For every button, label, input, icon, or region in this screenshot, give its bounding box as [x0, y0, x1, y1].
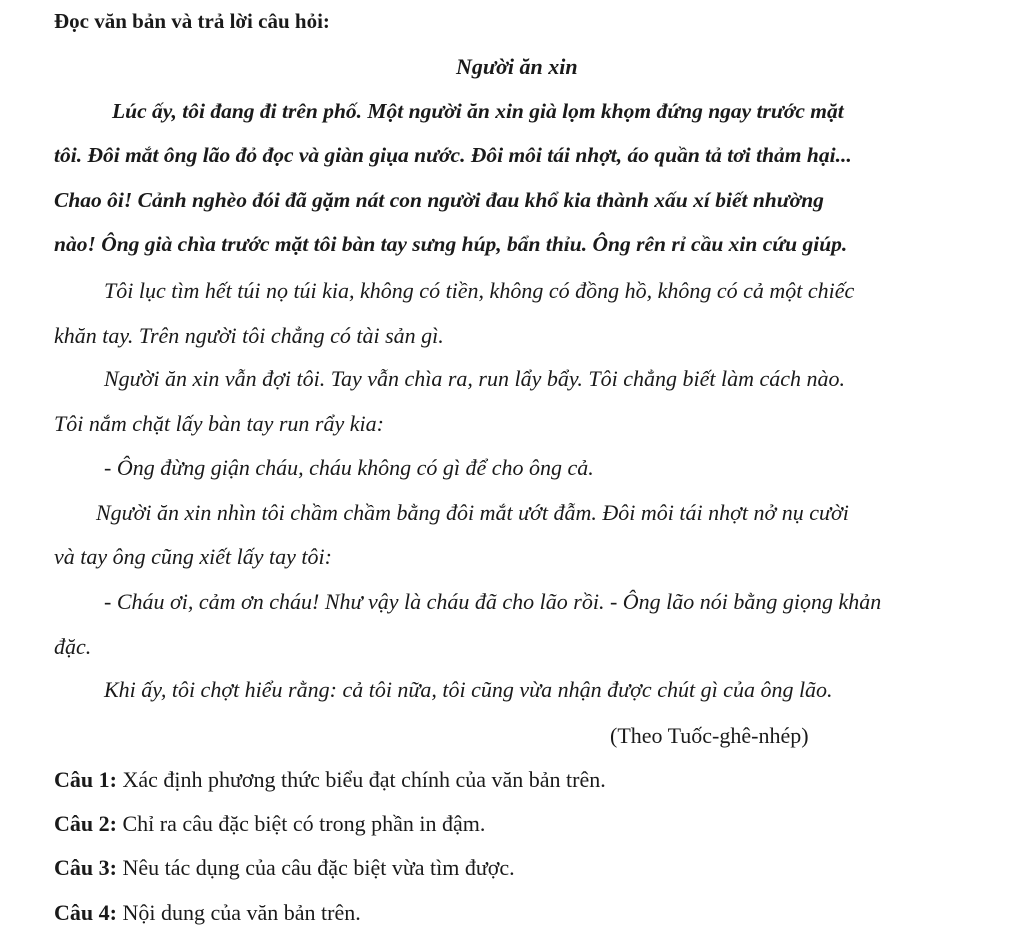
question-item: [54, 809, 485, 839]
body-line: đặc.: [54, 634, 92, 659]
question-label: Câu 1:: [54, 767, 117, 792]
bold-line: Chao ôi! Cảnh nghèo đói đã gặm nát con người đau khổ kia thành xấu xí biết nhường: [54, 188, 824, 212]
source-citation: (Theo Tuốc-ghê-nhép): [610, 723, 809, 748]
body-line: Khi ấy, tôi chợt hiểu rằng: cả tôi nữa, tôi cũng vừa nhận được chút gì của ông lão.: [104, 677, 833, 702]
question-label: Câu 2:: [54, 811, 117, 836]
body-line: Người ăn xin vẫn đợi tôi. Tay vẫn chìa ra, run lẩy bẩy. Tôi chẳng biết làm cách nào.: [104, 366, 846, 391]
question-item: [54, 765, 606, 795]
question-label: Câu 4:: [54, 900, 117, 925]
dialogue-line: - Cháu ơi, cảm ơn cháu! Như vậy là cháu đã cho lão rồi. - Ông lão nói bằng giọng khản: [104, 589, 882, 614]
passage-title: Người ăn xin: [456, 54, 578, 79]
bold-line: tôi. Đôi mắt ông lão đỏ đọc và giàn giụa nước. Đôi môi tái nhợt, áo quần tả tơi thảm hại...: [54, 143, 852, 167]
question-text: Nêu tác dụng của câu đặc biệt vừa tìm được.: [116, 855, 515, 880]
body-line: Tôi lục tìm hết túi nọ túi kia, không có tiền, không có đồng hồ, không có cả một chiếc: [104, 278, 855, 303]
bold-line: nào! Ông già chìa trước mặt tôi bàn tay sưng húp, bẩn thỉu. Ông rên rỉ cầu xin cứu giúp.: [54, 232, 848, 256]
question-label: Câu 3:: [54, 855, 117, 880]
bold-line: Lúc ấy, tôi đang đi trên phố. Một người ăn xin già lọm khọm đứng ngay trước mặt: [112, 99, 844, 123]
dialogue-line: - Ông đừng giận cháu, cháu không có gì để cho ông cả.: [104, 455, 594, 480]
question-item: [54, 853, 515, 883]
question-text: Chỉ ra câu đặc biệt có trong phần in đậm.: [116, 811, 486, 836]
question-text: Nội dung của văn bản trên.: [116, 900, 361, 925]
question-text: Xác định phương thức biểu đạt chính của văn bản trên.: [116, 767, 606, 792]
instruction-heading: Đọc văn bản và trả lời câu hỏi:: [54, 9, 330, 33]
body-line: khăn tay. Trên người tôi chẳng có tài sản gì.: [54, 323, 444, 348]
body-line: Tôi nắm chặt lấy bàn tay run rẩy kia:: [54, 411, 384, 436]
question-item: [54, 898, 361, 928]
body-line: Người ăn xin nhìn tôi chầm chầm bằng đôi mắt ướt đẫm. Đôi môi tái nhợt nở nụ cười: [96, 500, 849, 525]
body-line: và tay ông cũng xiết lấy tay tôi:: [54, 544, 332, 569]
